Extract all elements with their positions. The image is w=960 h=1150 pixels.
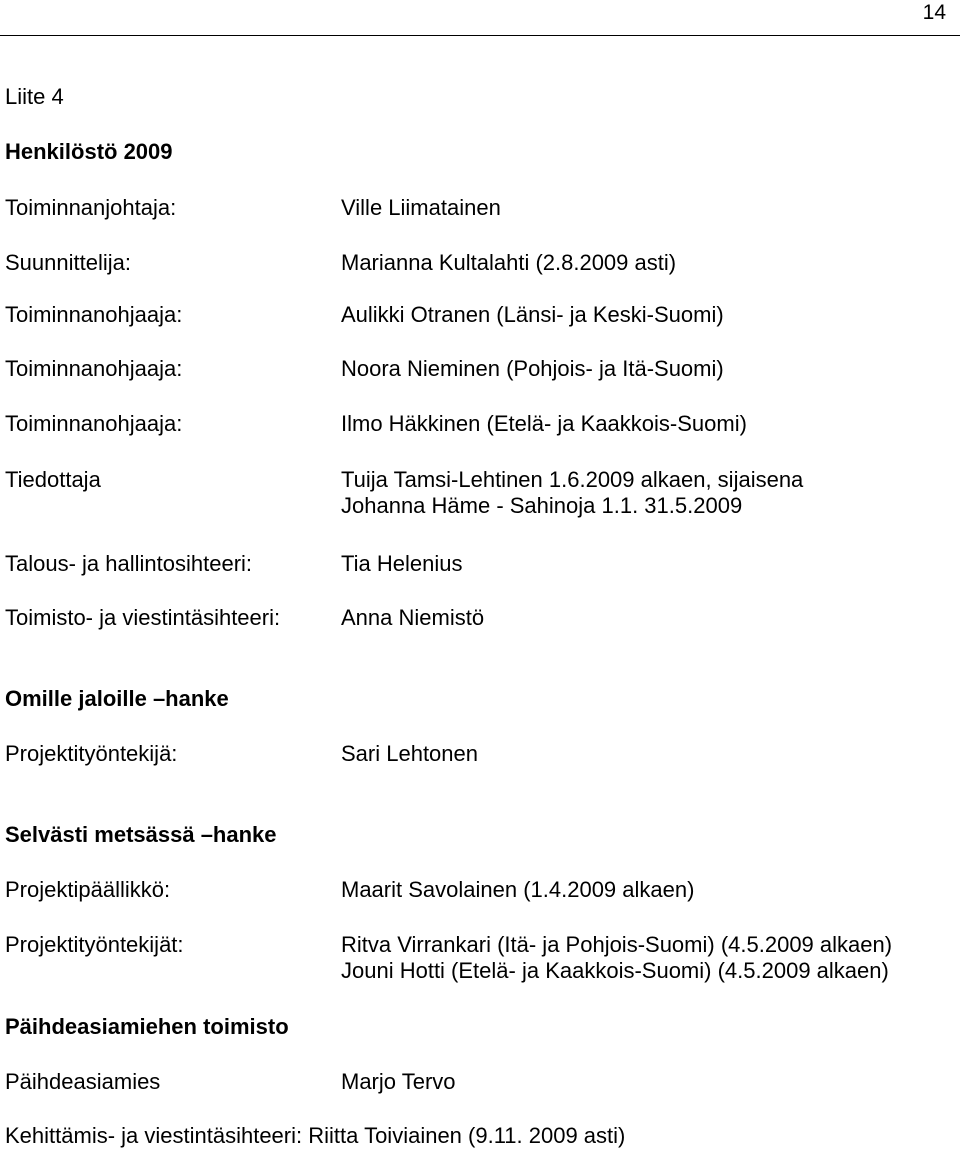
role-label: Projektityöntekijä: <box>5 741 178 766</box>
person-names <box>341 932 892 984</box>
role-label: Tiedottaja <box>5 467 101 492</box>
selvasti-heading: Selvästi metsässä –hanke <box>5 822 277 847</box>
person-name: Sari Lehtonen <box>341 741 478 766</box>
person-name: Maarit Savolainen (1.4.2009 alkaen) <box>341 877 695 902</box>
role-label: Päihdeasiamies <box>5 1069 161 1094</box>
omille-heading: Omille jaloille –hanke <box>5 686 229 711</box>
header-rule <box>0 35 960 36</box>
person-name: Marianna Kultalahti (2.8.2009 asti) <box>341 250 677 275</box>
person-name: Anna Niemistö <box>341 605 485 630</box>
role-label: Toimisto- ja viestintäsihteeri: <box>5 605 281 630</box>
role-label: Toiminnanjohtaja: <box>5 195 177 220</box>
person-name: Aulikki Otranen (Länsi- ja Keski-Suomi) <box>341 302 724 327</box>
person-name: Noora Nieminen (Pohjois- ja Itä-Suomi) <box>341 356 724 381</box>
person-name: Jouni Hotti (Etelä- ja Kaakkois-Suomi) (4.5.2009 alkaen) <box>341 958 889 983</box>
person-name: Marjo Tervo <box>341 1069 456 1094</box>
person-name: Johanna Häme - Sahinoja 1.1. 31.5.2009 <box>341 493 743 518</box>
person-names <box>341 467 803 519</box>
person-name: Ritva Virrankari (Itä- ja Pohjois-Suomi) (4.5.2009 alkaen) <box>341 932 893 957</box>
role-label: Toiminnanohjaaja: <box>5 356 183 381</box>
role-label: Toiminnanohjaaja: <box>5 411 183 436</box>
person-name: Tia Helenius <box>341 551 463 576</box>
person-name: Tuija Tamsi-Lehtinen 1.6.2009 alkaen, sijaisena <box>341 467 804 492</box>
person-name: Ville Liimatainen <box>341 195 501 220</box>
paihde-heading: Päihdeasiamiehen toimisto <box>5 1014 289 1039</box>
staff-heading: Henkilöstö 2009 <box>5 139 173 164</box>
role-label: Toiminnanohjaaja: <box>5 302 183 327</box>
person-name: Ilmo Häkkinen (Etelä- ja Kaakkois-Suomi) <box>341 411 747 436</box>
role-label: Suunnittelija: <box>5 250 131 275</box>
role-label: Projektipäällikkö: <box>5 877 171 902</box>
role-label: Talous- ja hallintosihteeri: <box>5 551 253 576</box>
appendix-label: Liite 4 <box>5 84 64 109</box>
footer-line: Kehittämis- ja viestintäsihteeri: Riitta Toiviainen (9.11. 2009 asti) <box>5 1123 626 1148</box>
page-number: 14 <box>922 1 946 24</box>
role-label: Projektityöntekijät: <box>5 932 184 957</box>
